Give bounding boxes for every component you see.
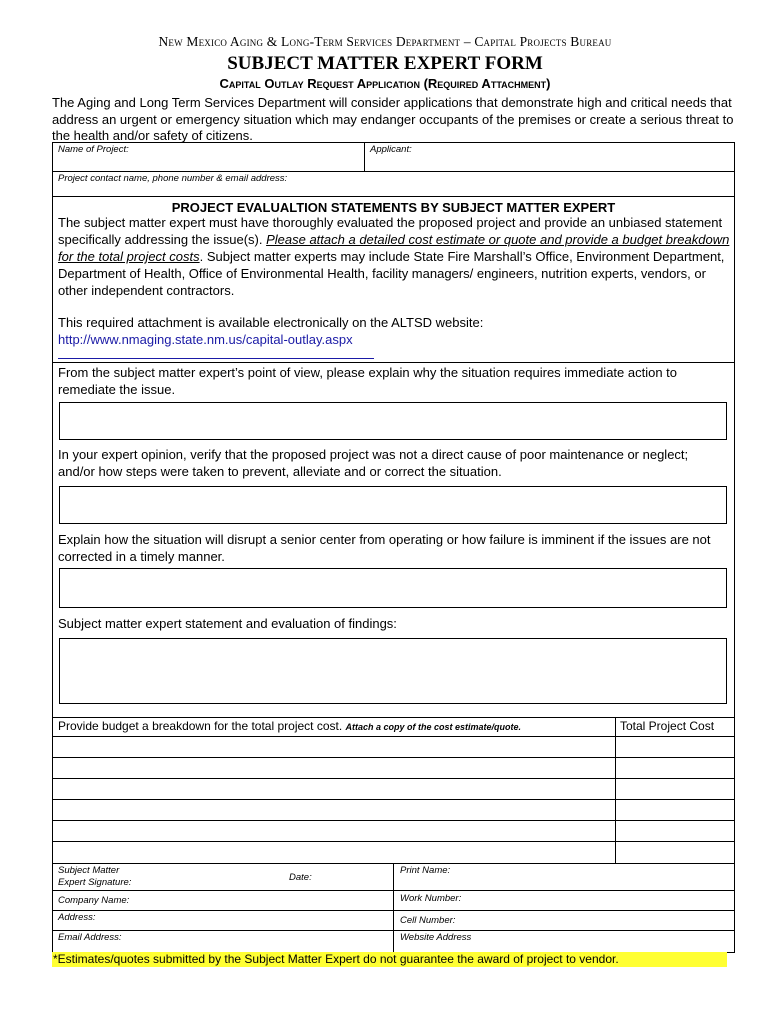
question-4: Subject matter expert statement and evaluation of findings: — [58, 616, 397, 631]
website-address-label: Website Address — [400, 932, 472, 943]
answer-2-field[interactable] — [59, 486, 727, 524]
form-subtitle: Capital Outlay Request Application (Required Attachment) — [219, 76, 551, 91]
company-name-label: Company Name: — [58, 895, 130, 906]
link-underline — [58, 358, 374, 359]
form-title: SUBJECT MATTER EXPERT FORM — [227, 53, 543, 74]
budget-row[interactable] — [52, 820, 735, 842]
evaluation-instructions — [58, 214, 730, 299]
total-cost-label: Total Project Cost — [620, 719, 715, 733]
print-name-label: Print Name: — [400, 865, 451, 876]
budget-row[interactable] — [52, 778, 735, 800]
attachment-note — [58, 314, 730, 348]
instructions-emphasis: Please attach a detailed cost estimate or quote and provide a budget breakdown for the total project costs — [58, 232, 730, 264]
budget-label: Provide budget a breakdown for the total project cost. — [58, 719, 343, 733]
budget-header-label — [58, 719, 521, 733]
budget-row[interactable] — [52, 799, 735, 821]
altsd-website-link[interactable]: http://www.nmaging.state.nm.us/capital-outlay.aspx — [58, 332, 353, 347]
signature-label-line1: Subject Matter — [58, 865, 120, 876]
work-number-label: Work Number: — [400, 893, 462, 904]
date-label: Date: — [289, 872, 312, 883]
signature-label-line2: Expert Signature: — [58, 877, 132, 888]
budget-row[interactable] — [52, 757, 735, 779]
question-2: In your expert opinion, verify that the proposed project was not a direct cause of poor maintenance or neglect; and/or how steps were taken to prevent, alleviate and or correct the situation. — [58, 447, 689, 479]
section-divider — [52, 362, 735, 363]
project-name-label: Name of Project: — [58, 144, 129, 155]
attachment-note-text: This required attachment is available electronically on the ALTSD website: — [58, 315, 484, 330]
project-contact-label: Project contact name, phone number & email address: — [58, 173, 288, 184]
applicant-field[interactable] — [364, 142, 735, 172]
evaluation-title: PROJECT EVALUALTION STATEMENTS BY SUBJECT MATTER EXPERT — [171, 200, 616, 215]
question-3: Explain how the situation will disrupt a senior center from operating or how failure is imminent if the issues are not corrected in a timely manner. — [58, 532, 711, 564]
budget-row[interactable] — [52, 841, 735, 863]
answer-1-field[interactable] — [59, 402, 727, 440]
signature-row-line — [52, 930, 735, 931]
budget-row[interactable] — [52, 736, 735, 758]
signature-row-line — [52, 890, 735, 891]
vendor-disclaimer: *Estimates/quotes submitted by the Subject Matter Expert do not guarantee the award of project to vendor. — [52, 952, 727, 967]
cell-number-label: Cell Number: — [400, 915, 456, 926]
signature-row-line — [52, 910, 735, 911]
department-header: New Mexico Aging & Long-Term Services Department – Capital Projects Bureau — [158, 34, 612, 49]
instructions-text-end: . Subject matter experts may include State Fire Marshall’s Office, Environment Department, Department of Health, Office of Environmental Health, facility managers/ engineers, nutrition experts, vendors, or other independent contractors. — [58, 249, 725, 298]
question-1: From the subject matter expert’s point of view, please explain why the situation requires immediate action to remediate the issue. — [58, 365, 678, 397]
address-label: Address: — [58, 912, 96, 923]
budget-attach-note: Attach a copy of the cost estimate/quote. — [345, 722, 522, 732]
applicant-label: Applicant: — [370, 144, 412, 155]
answer-3-field[interactable] — [59, 568, 727, 608]
instructions-text: The subject matter expert must have thoroughly evaluated the proposed project and provide an unbiased statement specifically addressing the issue(s). — [58, 215, 723, 247]
intro-paragraph: The Aging and Long Term Services Department will consider applications that demonstrate high and critical needs that address an urgent or emergency situation which may endanger occupants of the premises or create a serious threat to the health and/or safety of citizens. — [52, 95, 734, 143]
signature-column-divider — [393, 863, 394, 953]
email-address-label: Email Address: — [58, 932, 122, 943]
answer-4-field[interactable] — [59, 638, 727, 704]
